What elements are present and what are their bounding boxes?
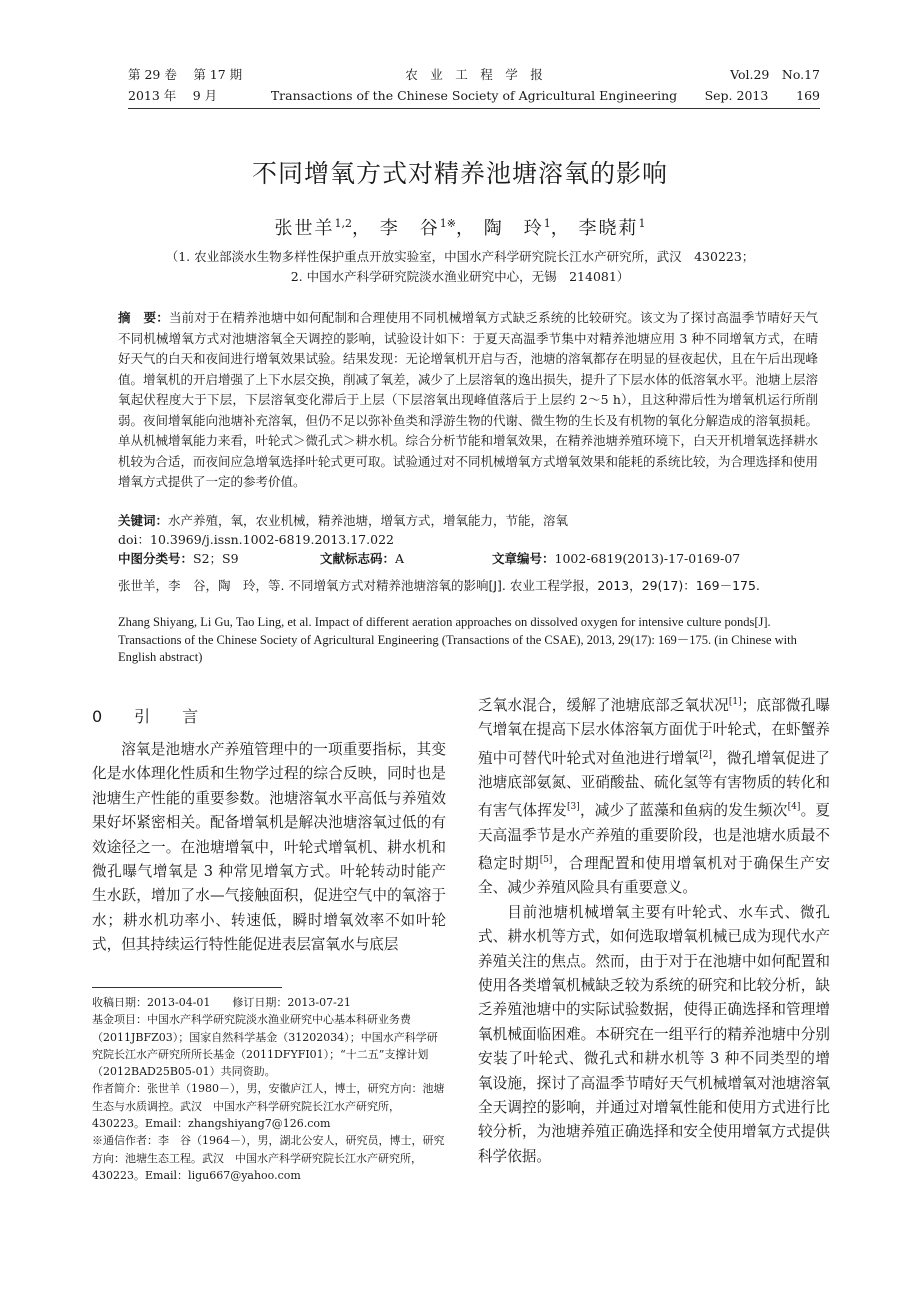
journal-name-en: Transactions of the Chinese Society of Agricultural Engineering xyxy=(270,88,678,103)
intro-paragraph-1-cont: 乏氧水混合，缓解了池塘底部乏氧状况[1]；底部微孔曝气增氧在提高下层水体溶氧方面优于叶轮式，在虾蟹养殖中可替代叶轮式对鱼池进行增氧[2]，微孔增氧促进了池塘底部氨氮、亚硝酸盐、硫化氢等有害物质的转化和有害气体挥发[3]，减少了蓝藻和鱼病的发生频次[4]。夏天高温季节是水产养殖的重要阶段，也是池塘水质最不稳定时期[5]，合理配置和使用增氧机对于确保生产安全、减少养殖风险具有重要意义。 xyxy=(478,696,830,897)
clc-number: S2；S9 xyxy=(193,551,239,566)
document-code: A xyxy=(395,551,405,566)
footnote-rule xyxy=(92,987,282,988)
citation-ref[interactable]: [5] xyxy=(539,855,553,866)
author-list: 张世羊$^{1,2}$， 李 谷$^{1※}$， 陶 玲$^1$， 李晓莉$^1$ xyxy=(274,217,646,239)
header-rule xyxy=(128,108,820,109)
corresponding-author: ※通信作者：李 谷（1964－），男，湖北公安人，研究员，博士，研究方向：池塘生态工程。武汉 中国水产科学研究院长江水产研究所，430223。Email：ligu667@yahoo.com xyxy=(92,1134,445,1182)
citation-ref[interactable]: [4] xyxy=(787,802,801,813)
left-column xyxy=(92,738,446,958)
keywords-text: 水产养殖，氧，农业机械，精养池塘，增氧方式，增氧能力，节能，溶氧 xyxy=(168,513,569,528)
paper-title: 不同增氧方式对精养池塘溶氧的影响 xyxy=(251,159,668,188)
citation-en: Zhang Shiyang, Li Gu, Tao Ling, et al. Impact of different aeration approaches on dissolved oxygen for intensive culture ponds[J]. Transactions of the Chinese Society of Agricultural Engineering (Transactions of the CSAE), 2013, 29(17): 169－175. (in Chinese with English abstract) xyxy=(118,615,797,664)
keywords xyxy=(118,512,820,530)
received-date: 收稿日期：2013-04-01 修订日期：2013-07-21 xyxy=(92,996,351,1009)
keywords-label: 关键词： xyxy=(118,513,169,528)
affiliation-2: 2. 中国水产科学研究院淡水渔业研究中心，无锡 214081） xyxy=(290,269,630,284)
citation-ref[interactable]: [1] xyxy=(728,697,742,707)
affiliation-1: （1. 农业部淡水生物多样性保护重点开放实验室，中国水产科学研究院长江水产研究所，武汉 430223； xyxy=(165,249,755,264)
abstract-text: 当前对于在精养池塘中如何配制和合理使用不同机械增氧方式缺乏系统的比较研究。该文为了探讨高温季节晴好天气不同机械增氧方式对池塘溶氧全天调控的影响，试验设计如下：于夏天高温季节集中对精养池塘应用 3 种不同增氧方式，在晴好天气的白天和夜间进行增氧效果试验。结果发现：无论增氧机开启与否，池塘的溶氧都存在明显的昼夜起伏，且在午后出现峰值。增氧机的开启增强了上下水层交换，削减了氧差，减少了上层溶氧的逸出损失，提升了下层水体的低溶氧水平。池塘上层溶氧起伏程度大于下层，下层溶氧变化滞后于上层（下层溶氧出现峰值落后于上层约 2～5 h），且这种滞后性为增氧机运行所削弱。夜间增氧能向池塘补充溶氧，但仍不足以弥补鱼类和浮游生物的代谢、微生物的生长及有机物的氧化分解造成的溶氧损耗。单从机械增氧能力来看，叶轮式＞微孔式＞耕水机。综合分析节能和增氧效果，在精养池塘养殖环境下，白天开机增氧选择耕水机较为合适，而夜间应急增氧选择叶轮式更可取。试验通过对不同机械增氧方式增氧效果和能耗的系统比较，为合理选择和使用增氧方式提供了一定的参考价值。 xyxy=(118,310,819,489)
author: 张世羊 xyxy=(274,218,335,239)
citation-ref[interactable]: [2] xyxy=(699,749,712,760)
volume-issue-en: Vol.29 No.17 xyxy=(730,67,820,82)
right-column xyxy=(478,690,830,1169)
article-number: 1002-6819(2013)-17-0169-07 xyxy=(554,551,741,566)
abstract xyxy=(118,308,818,493)
volume-issue-zh: 第 29 卷 第 17 期 xyxy=(128,67,243,82)
abstract-label: 摘 要： xyxy=(118,310,169,325)
citation-zh: 张世羊，李 谷，陶 玲，等. 不同增氧方式对精养池塘溶氧的影响[J]. 农业工程学报，2013，29(17)：169－175. xyxy=(118,578,760,593)
journal-name-zh: 农 业 工 程 学 报 xyxy=(405,67,543,82)
author: 陶 玲 xyxy=(483,218,544,239)
author: 李 谷 xyxy=(379,218,440,239)
intro-paragraph-1: 溶氧是池塘水产养殖管理中的一项重要指标，其变化是水体理化性质和生物学过程的综合反映，同时也是池塘生产性能的重要参数。池塘溶氧水平高低与养殖效果好坏紧密相关。配备增氧机是解决池塘溶氧过低的有效途径之一。在池塘增氧中，叶轮式增氧机、耕水机和微孔曝气增氧是 3 种常见增氧方式。叶轮转动时能产生水跃，增加了水—气接触面积，促进空气中的氧溶于水；耕水机功率小、转速低，瞬时增氧效率不如叶轮式，但其持续运行特性能促进表层富氧水与底层 xyxy=(92,741,446,954)
footnotes xyxy=(92,994,446,1184)
date-zh: 2013 年 9 月 xyxy=(128,88,218,103)
page-number: 169 xyxy=(796,88,820,103)
date-page-en: Sep. 2013 169 xyxy=(704,88,820,103)
intro-paragraph-2: 目前池塘机械增氧主要有叶轮式、水车式、微孔式、耕水机等方式，如何选取增氧机械已成为现代水产养殖关注的焦点。然而，由于对于在池塘中如何配置和使用各类增氧机械缺乏较为系统的研究和比较分析，缺乏养殖池塘中的实际试验数据，使得正确选择和管理增氧机械面临困难。本研究在一组平行的精养池塘中分别安装了叶轮式、微孔式和耕水机等 3 种不同类型的增氧设施，探讨了高温季节晴好天气机械增氧对池塘溶氧全天调控的影响，并通过对增氧性能和使用方式进行比较分析，为池塘养殖正确选择和安全使用增氧方式提供科学依据。 xyxy=(478,903,830,1165)
section-heading: 0 引 言 xyxy=(92,707,207,726)
funding-note: 基金项目：中国水产科学研究院淡水渔业研究中心基本科研业务费（2011JBFZ03）；国家自然科学基金（31202034）；中国水产科学研究院长江水产研究所所长基金（2011DFYFI01）；“十二五”支撑计划（2012BAD25B05-01）共同资助。 xyxy=(92,1013,438,1079)
doi: doi：10.3969/j.issn.1002-6819.2013.17.022 xyxy=(118,532,394,547)
author: 李晓莉 xyxy=(578,218,639,239)
author-bio: 作者简介：张世羊（1980－），男，安徽庐江人，博士，研究方向：池塘生态与水质调控。武汉 中国水产科学研究院长江水产研究所，430223。Email：zhangshiyang7@126.com xyxy=(92,1082,445,1131)
citation-ref[interactable]: [3] xyxy=(566,802,580,813)
